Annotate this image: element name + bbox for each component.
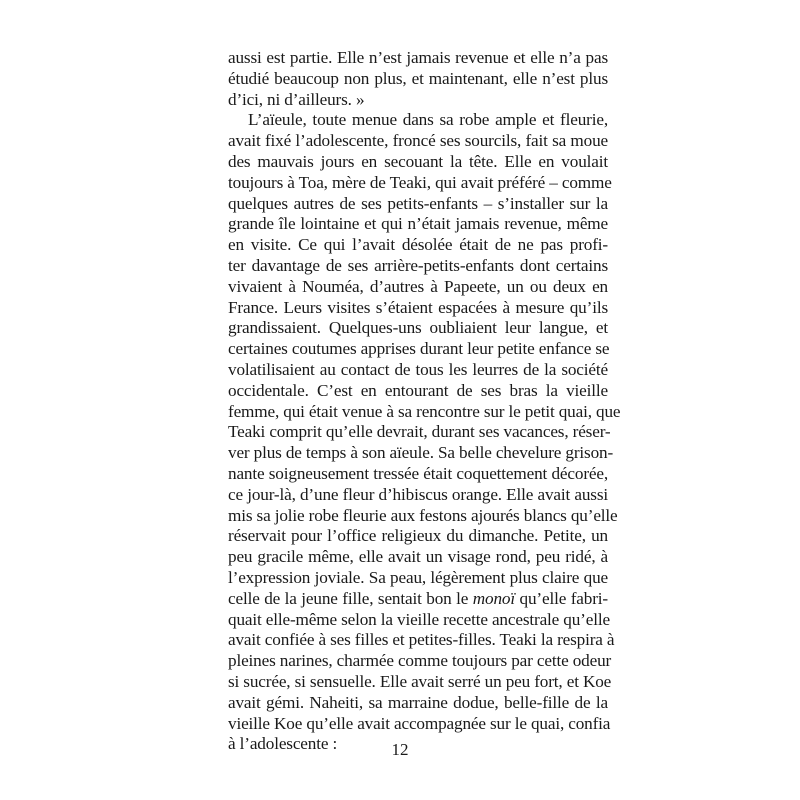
text-line: avait confiée à ses filles et petites-filles. Teaki la respira à [228, 630, 615, 650]
text-line: si sucrée, si sensuelle. Elle avait serré un peu fort, et Koe [228, 671, 612, 691]
text-line: mis sa jolie robe fleurie aux festons ajourés blancs qu’elle [228, 505, 618, 525]
text-line: peu gracile même, elle avait un visage rond, peu ridé, à [228, 547, 608, 567]
italic-word: monoï [472, 588, 515, 608]
text-line: ver plus de temps à son aïeule. Sa belle chevelure grison- [228, 443, 614, 463]
text-line: volatilisaient au contact de tous les leurres de la société [228, 359, 608, 379]
text-line: certaines coutumes apprises durant leur petite enfance se [228, 339, 610, 359]
text-line: des mauvais jours en secouant la tête. Elle en voulait [228, 151, 608, 171]
text-line: occidentale. C’est en entourant de ses bras la vieille [228, 380, 608, 400]
text-line: vieille Koe qu’elle avait accompagnée sur le quai, confia [228, 713, 611, 733]
page-number: 12 [391, 740, 409, 759]
text-line: l’expression joviale. Sa peau, légèrement plus claire que [228, 567, 608, 587]
text-segment: qu’elle fabri- [515, 588, 608, 608]
text-line: en visite. Ce qui l’avait désolée était de ne pas profi- [228, 235, 608, 255]
text-line: avait fixé l’adolescente, froncé ses sourcils, fait sa moue [228, 131, 608, 151]
text-line: avait gémi. Naheiti, sa marraine dodue, belle-fille de la [228, 692, 608, 712]
text-line: pleines narines, charmée comme toujours par cette odeur [228, 651, 612, 671]
text-line: France. Leurs visites s’étaient espacées à mesure qu’ils [228, 297, 608, 317]
paragraph-first-line: L’aïeule, toute menue dans sa robe ample et fleurie, [248, 110, 608, 130]
text-line: réservait pour l’office religieux du dimanche. Petite, un [228, 526, 608, 546]
text-line: quelques autres de ses petits-enfants – s’installer sur la [228, 193, 608, 213]
text-line: ce jour-là, d’une fleur d’hibiscus orange. Elle avait aussi [228, 484, 608, 504]
text-line: quait elle-même selon la vieille recette ancestrale qu’elle [228, 609, 610, 629]
text-line [228, 589, 608, 610]
text-line: nante soigneusement tressée était coquettement décorée, [228, 463, 608, 483]
text-line: à l’adolescente : [228, 734, 338, 754]
text-segment: celle de la jeune fille, sentait bon le [228, 588, 473, 608]
text-line: toujours à Toa, mère de Teaki, qui avait préféré – comme [228, 172, 612, 192]
text-line: femme, qui était venue à sa rencontre sur le petit quai, que [228, 401, 621, 421]
text-line: Teaki comprit qu’elle devrait, durant ses vacances, réser- [228, 422, 611, 442]
text-line: grande île lointaine et qui n’était jamais revenue, même [228, 214, 608, 234]
text-line: grandissaient. Quelques-uns oubliaient leur langue, et [228, 318, 608, 338]
text-line: vivaient à Nouméa, d’autres à Papeete, un ou deux en [228, 276, 608, 296]
text-line: d’ici, ni d’ailleurs. » [228, 89, 365, 109]
text-line: étudié beaucoup non plus, et maintenant, elle n’est plus [228, 68, 608, 88]
text-line: ter davantage de ses arrière-petits-enfants dont certains [228, 255, 608, 275]
text-line: aussi est partie. Elle n’est jamais revenue et elle n’a pas [228, 48, 608, 67]
body-text [228, 48, 621, 755]
